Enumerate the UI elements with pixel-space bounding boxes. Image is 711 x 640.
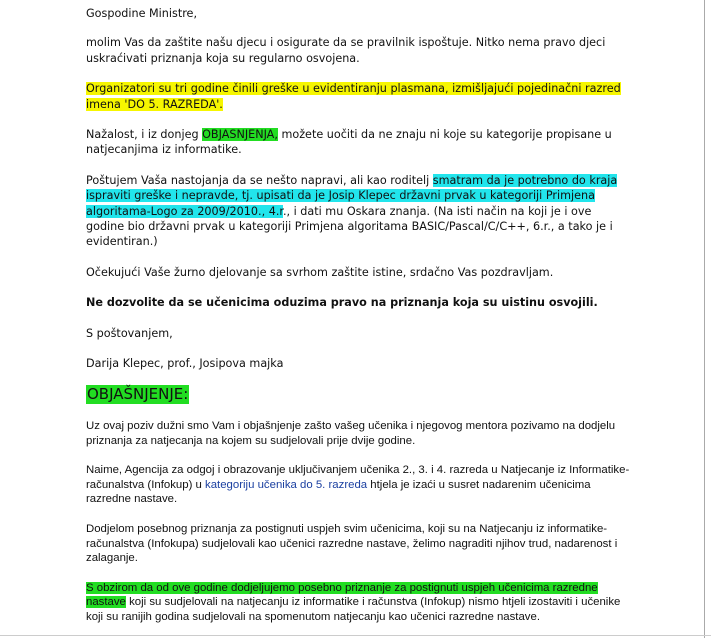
explanation-p2-end: htjela je izaći u susret nadarenim učenicima razredne nastave. [86, 478, 591, 506]
letter-appeal-bold: Ne dozvolite da se učenicima oduzima pravo na priznanja koja su uistinu osvojili. [86, 296, 598, 310]
letter-paragraph-2 [86, 81, 622, 112]
paragraph-4-start: Poštujem Vaša nastojanja da se nešto napravi, ali kao roditelj [86, 173, 433, 187]
page-border-right [704, 0, 705, 638]
green-highlight-text: OBJASNJENJA, [202, 128, 278, 142]
paragraph-4-end: ., i dati mu Oskara znanja. (Na isti način na koji je i ove godine bio državni prvak u kategoriji Primjena algoritama BASIC/Pascal/C/C++, 6.r., a tako je i evidentiran.) [86, 204, 613, 249]
letter-paragraph-3 [86, 127, 622, 158]
paragraph-3-start: Nažalost, i iz donjeg [86, 128, 203, 142]
letter-body [86, 6, 622, 387]
explanation-p4-end: koji su sudjelovali na natjecanju iz informatike i računstva (Infokup) nismo htjeli izostaviti i učenike koji su ranijih godina sudjelovali na spomenutom natjecanju kao učenici razredne nastave. [86, 596, 621, 623]
letter-paragraph-1: molim Vas da zaštite našu djecu i osigurate da se pravilnik ispoštuje. Nitko nema pravo djeci uskraćivati priznanja koja su regularno osvojena. [86, 36, 606, 65]
letter-salutation: Gospodine Ministre, [86, 7, 197, 20]
paragraph-3-end: možete uočiti da ne znaju ni koje su kategorije propisane u natjecanjima iz informatike. [86, 128, 612, 157]
explanation-paragraph-2 [86, 463, 634, 507]
category-link[interactable]: kategoriju učenika do 5. razreda [205, 478, 368, 491]
explanation-paragraph-1: Uz ovaj poziv dužni smo Vam i objašnjenje zašto vašeg učenika i njegovog mentora pozivamo na dodjelu priznanja za natjecanja na kojem su sudjelovali prije dvije godine. [86, 420, 616, 447]
explanation-paragraph-4 [86, 581, 634, 625]
explanation-paragraph-3: Dodjelom posebnog priznanja za postignuti uspjeh svim učenicima, koji su na Natjecanju iz informatike-računalstva (Infokupa) sudjelovali kao učenici razredne nastave, želimo nagraditi njihov trud, nadarenost i zalaganje. [86, 522, 618, 565]
explanation-green-highlight: S obzirom da od ove godine dodjeljujemo posebno priznanje za postignuti uspjeh učenicima razredne nastave [86, 581, 598, 609]
letter-paragraph-5: Očekujući Vaše žurno djelovanje sa svrhom zaštite istine, srdačno Vas pozdravljam. [86, 265, 554, 279]
letter-signature: Darija Klepec, prof., Josipova majka [86, 357, 284, 371]
explanation-p2-start: Naime, Agencija za odgoj i obrazovanje uključivanjem učenika 2., 3. i 4. razreda u Natjecanje iz Informatike-računalstva (Infokup) u [86, 464, 630, 491]
explanation-body [86, 419, 634, 640]
cyan-highlight-text: smatram da je potrebno do kraja ispraviti greške i nepravde, tj. upisati da je Josip Klepec državni prvak u kategoriji Primjena algoritama-Logo za 2009/2010., 4.r [86, 173, 618, 218]
yellow-highlight-text: Organizatori su tri godine činili greške u evidentiranju plasmana, izmišljajući pojedinačni razred imena 'DO 5. RAZREDA'. [86, 82, 621, 111]
letter-closing: S poštovanjem, [86, 326, 173, 340]
letter-paragraph-4 [86, 173, 622, 250]
explanation-title: OBJAŠNJENJE: [87, 385, 189, 403]
